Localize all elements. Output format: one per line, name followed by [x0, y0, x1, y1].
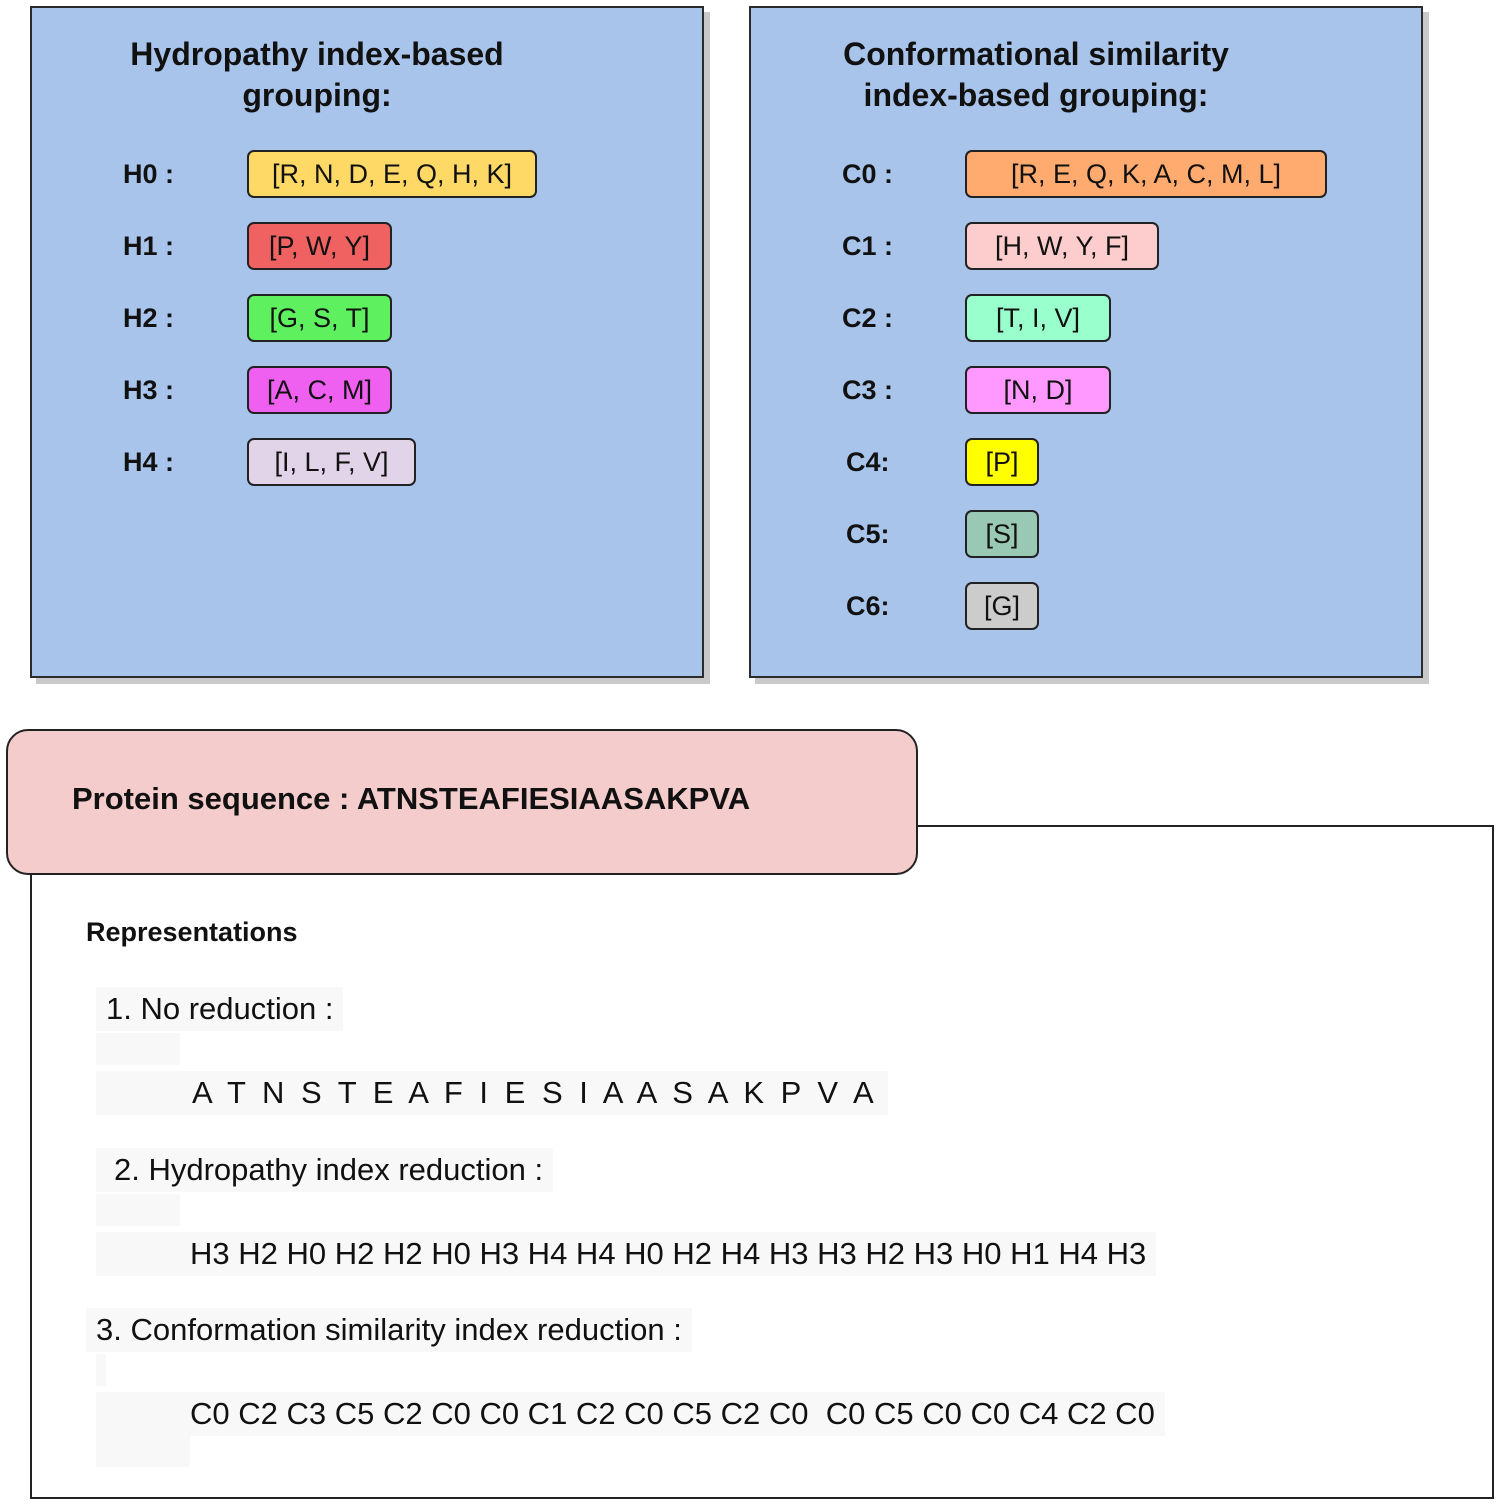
- h3-label: H3 :: [123, 375, 175, 405]
- protein-sequence-text: Protein sequence : ATNSTEAFIESIAASAKPVA: [72, 781, 751, 816]
- c6-label: C6:: [846, 591, 890, 621]
- c5-label: C5:: [846, 519, 890, 549]
- hydropathy-reduction-heading: 2. Hydropathy index reduction :: [96, 1148, 553, 1192]
- conformational-panel: [749, 6, 1423, 678]
- c0-label: C0 :: [842, 159, 894, 189]
- c4-label: C4:: [846, 447, 890, 477]
- highlight-spacer: [96, 1435, 190, 1467]
- h4-box: [I, L, F, V]: [247, 438, 416, 486]
- h1-label: H1 :: [123, 231, 175, 261]
- h2-box: [G, S, T]: [247, 294, 392, 342]
- no-reduction-heading: 1. No reduction :: [96, 987, 343, 1031]
- representations-box: [30, 825, 1494, 1499]
- h0-box: [R, N, D, E, Q, H, K]: [247, 150, 537, 198]
- c1-label: C1 :: [842, 231, 894, 261]
- h1-box: [P, W, Y]: [247, 222, 392, 270]
- highlight-spacer: [96, 1033, 180, 1065]
- h2-label: H2 :: [123, 303, 175, 333]
- h0-label: H0 :: [123, 159, 175, 189]
- c0-box: [R, E, Q, K, A, C, M, L]: [965, 150, 1327, 198]
- c1-box: [H, W, Y, F]: [965, 222, 1159, 270]
- highlight-spacer: [96, 1354, 106, 1386]
- c5-box: [S]: [965, 510, 1039, 558]
- hydropathy-title: Hydropathy index-based grouping:: [130, 36, 504, 113]
- c6-box: [G]: [965, 582, 1039, 630]
- conformational-title: Conformational similarity index-based grouping:: [843, 36, 1229, 113]
- c2-box: [T, I, V]: [965, 294, 1111, 342]
- hydropathy-reduction-value: H3 H2 H0 H2 H2 H0 H3 H4 H4 H0 H2 H4 H3 H3 H2 H3 H0 H1 H4 H3: [96, 1232, 1156, 1276]
- h3-box: [A, C, M]: [247, 366, 392, 414]
- c4-box: [P]: [965, 438, 1039, 486]
- c3-box: [N, D]: [965, 366, 1111, 414]
- hydropathy-panel: [30, 6, 704, 678]
- conformation-reduction-value: C0 C2 C3 C5 C2 C0 C0 C1 C2 C0 C5 C2 C0 C0 C5 C0 C0 C4 C2 C0: [96, 1392, 1165, 1436]
- representations-title: Representations: [86, 917, 298, 947]
- h4-label: H4 :: [123, 447, 175, 477]
- protein-sequence-header: [6, 729, 918, 875]
- c2-label: C2 :: [842, 303, 894, 333]
- highlight-spacer: [96, 1194, 180, 1226]
- no-reduction-value: A T N S T E A F I E S I A A S A K P V A: [96, 1071, 888, 1115]
- c3-label: C3 :: [842, 375, 894, 405]
- conformation-reduction-heading: 3. Conformation similarity index reduction :: [86, 1308, 692, 1352]
